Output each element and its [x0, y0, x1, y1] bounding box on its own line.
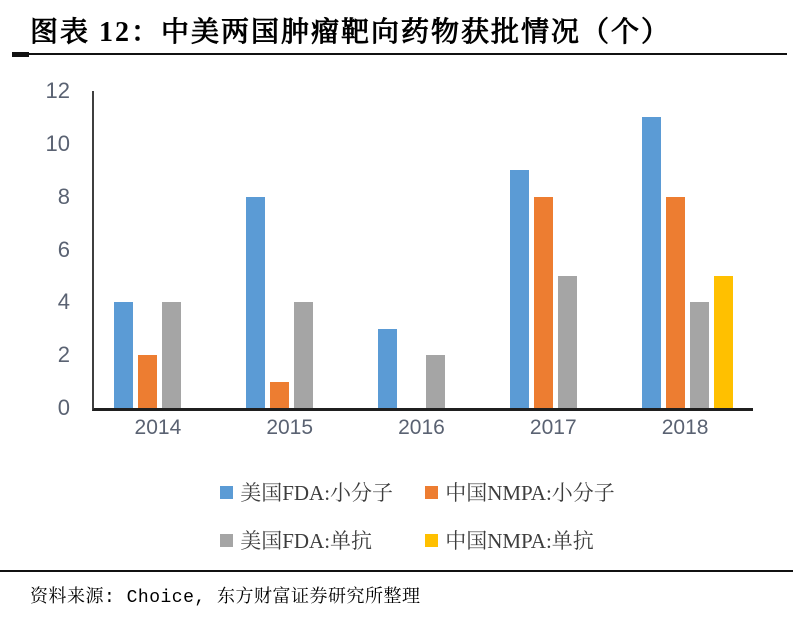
category-group — [358, 91, 490, 408]
bar-chart-plot — [92, 91, 753, 411]
y-tick-label: 6 — [57, 236, 70, 262]
legend-item — [425, 477, 615, 507]
chart-legend — [21, 477, 793, 555]
bar — [378, 329, 397, 408]
bar — [294, 302, 313, 408]
bar — [270, 382, 289, 408]
legend-label: 中国NMPA:小分子 — [445, 481, 615, 505]
x-axis-label: 2017 — [529, 416, 577, 439]
legend-item — [425, 525, 615, 555]
title-underline-dash — [12, 52, 29, 57]
y-tick-label: 4 — [57, 289, 70, 315]
chart-title: 图表 12：中美两国肿瘤靶向药物获批情况（个） — [30, 17, 672, 48]
y-tick-label: 2 — [57, 342, 70, 368]
x-axis-label: 2018 — [661, 416, 709, 439]
bar — [558, 276, 577, 408]
title-underline — [14, 53, 787, 55]
legend-swatch — [425, 486, 438, 499]
x-axis-label: 2014 — [134, 416, 182, 439]
legend-label: 美国FDA:小分子 — [240, 481, 394, 505]
footer-divider — [0, 570, 793, 572]
category-group — [226, 91, 358, 408]
x-axis-label: 2016 — [398, 416, 445, 439]
category-group — [621, 91, 753, 408]
y-tick-label: 12 — [45, 78, 70, 103]
y-tick-label: 8 — [57, 183, 70, 209]
bar — [642, 117, 661, 408]
legend-label: 中国NMPA:单抗 — [445, 529, 594, 553]
bar — [138, 355, 157, 408]
bar — [666, 197, 685, 408]
legend-swatch — [220, 486, 233, 499]
category-group — [94, 91, 226, 408]
legend-label: 美国FDA:单抗 — [240, 529, 373, 553]
category-group — [489, 91, 621, 408]
legend-swatch — [220, 534, 233, 547]
bar — [714, 276, 733, 408]
source-note: 资料来源: Choice, 东方财富证券研究所整理 — [30, 588, 421, 608]
bar — [510, 170, 529, 408]
legend-swatch — [425, 534, 438, 547]
x-axis — [92, 416, 751, 440]
bar — [690, 302, 709, 408]
y-tick-label: 0 — [57, 395, 70, 420]
y-tick-label: 10 — [45, 130, 70, 156]
x-axis-label: 2015 — [266, 416, 314, 439]
bar — [426, 355, 445, 408]
bar — [534, 197, 553, 408]
bar — [246, 197, 265, 408]
bar — [162, 302, 181, 408]
legend-item — [220, 525, 425, 555]
legend-item — [220, 477, 425, 507]
y-axis — [0, 78, 80, 420]
bar — [114, 302, 133, 408]
